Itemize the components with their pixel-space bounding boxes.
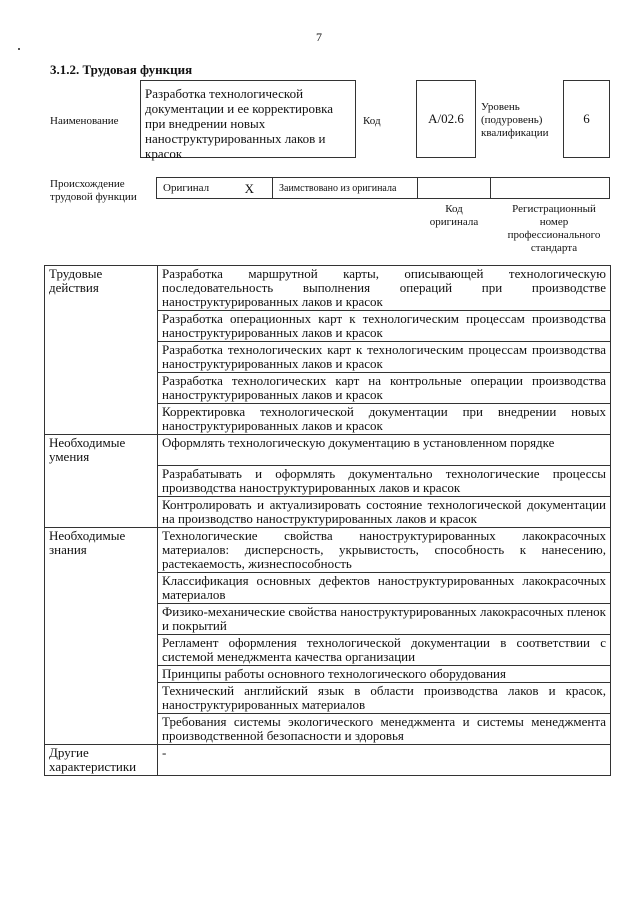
category-cell — [45, 311, 158, 342]
category-cell: Другие характеристики — [45, 744, 158, 775]
scan-speck — [18, 48, 20, 50]
item-cell: Разработка технологических карт к технологическим процессам производства наноструктурированных лаков и красок — [158, 342, 611, 373]
table-row — [45, 665, 611, 682]
table-row — [45, 713, 611, 744]
level-label: Уровень (подуровень) квалификации — [481, 101, 549, 139]
category-cell — [45, 496, 158, 527]
table-row — [45, 266, 611, 311]
table-row — [45, 342, 611, 373]
category-cell: Необходимые умения — [45, 435, 158, 466]
category-cell — [45, 465, 158, 496]
function-details-table — [44, 265, 611, 776]
table-row — [45, 572, 611, 603]
level-value-box — [563, 80, 610, 158]
category-cell — [45, 713, 158, 744]
original-label: Оригинал — [163, 181, 210, 194]
table-row — [45, 465, 611, 496]
function-name-box: Разработка технологической документации и ее корректировка при внедрении новых наноструктурированных лаков и красок — [140, 80, 356, 158]
name-label: Наименование — [50, 115, 119, 127]
category-cell — [45, 373, 158, 404]
table-row — [45, 373, 611, 404]
category-cell — [45, 682, 158, 713]
code-label: Код — [363, 115, 381, 127]
item-cell: Разрабатывать и оформлять документально технологические процессы производства наноструктурированных лаков и красок — [158, 465, 611, 496]
category-cell — [45, 404, 158, 435]
code-value: A/02.6 — [428, 111, 464, 126]
category-cell — [45, 665, 158, 682]
table-row — [45, 527, 611, 572]
table-row — [45, 634, 611, 665]
category-cell — [45, 342, 158, 373]
table-row — [45, 496, 611, 527]
origin-row — [156, 177, 610, 199]
item-cell: Технологические свойства наноструктурированных лакокрасочных материалов: дисперсность, укрывистость, способность к нанесению, растекаемость, жизнеспособность — [158, 527, 611, 572]
category-cell: Трудовые действия — [45, 266, 158, 311]
table-row — [45, 435, 611, 466]
item-cell: Технический английский язык в области производства лаков и красок, наноструктурированных материалов — [158, 682, 611, 713]
borrowed-cell — [273, 178, 418, 198]
original-code-cell — [418, 178, 491, 198]
item-cell: Требования системы экологического менеджмента и системы менеджмента производственной безопасности и здоровья — [158, 713, 611, 744]
table-row — [45, 682, 611, 713]
item-cell: Разработка операционных карт к технологическим процессам производства наноструктурированных лаков и красок — [158, 311, 611, 342]
item-cell: - — [158, 744, 611, 775]
item-cell: Контролировать и актуализировать состояние технологической документации на производство наноструктурированных лаков и красок — [158, 496, 611, 527]
item-cell: Регламент оформления технологической документации в соответствии с системой менеджмента качества организации — [158, 634, 611, 665]
section-heading: 3.1.2. Трудовая функция — [50, 62, 193, 77]
origin-original-cell — [157, 178, 273, 198]
category-cell — [45, 572, 158, 603]
category-cell: Необходимые знания — [45, 527, 158, 572]
registration-number-caption: Регистрационный номер профессионального стандарта — [507, 203, 601, 254]
item-cell: Классификация основных дефектов наноструктурированных лакокрасочных материалов — [158, 572, 611, 603]
origin-label: Происхождение трудовой функции — [50, 178, 137, 203]
item-cell: Принципы работы основного технологического оборудования — [158, 665, 611, 682]
registration-number-cell — [491, 178, 609, 198]
item-cell: Разработка технологических карт на контрольные операции производства наноструктурированных лаков и красок — [158, 373, 611, 404]
item-cell: Оформлять технологическую документацию в установленном порядке — [158, 435, 611, 466]
original-mark: X — [244, 180, 254, 196]
table-row — [45, 744, 611, 775]
original-code-caption: Код оригинала — [429, 203, 479, 228]
item-cell: Корректировка технологической документации при внедрении новых наноструктурированных лаков и красок — [158, 404, 611, 435]
page-number: 7 — [316, 30, 322, 44]
item-cell: Физико-механические свойства наноструктурированных лакокрасочных пленок и покрытий — [158, 603, 611, 634]
table-row — [45, 603, 611, 634]
table-row — [45, 311, 611, 342]
table-row — [45, 404, 611, 435]
item-cell: Разработка маршрутной карты, описывающей технологическую последовательность выполнения операций при производстве наноструктурированных лаков и красок — [158, 266, 611, 311]
code-value-box — [416, 80, 476, 158]
category-cell — [45, 634, 158, 665]
category-cell — [45, 603, 158, 634]
level-value: 6 — [583, 111, 590, 126]
borrowed-label: Заимствовано из оригинала — [279, 182, 397, 194]
